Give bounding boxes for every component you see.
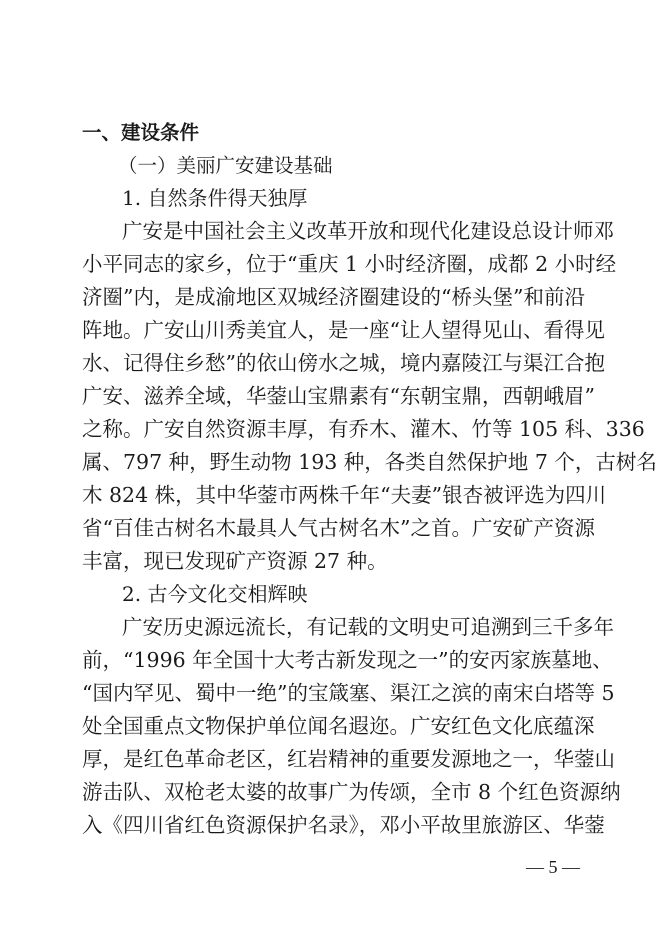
paragraph-line: 水、记得住乡愁”的依山傍水之城，境内嘉陵江与渠江合抱 [82,351,605,375]
paragraph-line: 厚，是红色革命老区，红岩精神的重要发源地之一，华蓥山 [82,747,615,771]
paragraph-line: 属、797 种，野生动物 193 种，各类自然保护地 7 个，古树名 [82,450,657,474]
paragraph-line: 阵地。广安山川秀美宜人，是一座“让人望得见山、看得见 [82,318,605,342]
paragraph-line: 之称。广安自然资源丰厚，有乔木、灌木、竹等 105 科、336 [82,417,645,441]
paragraph-line: 丰富，现已发现矿产资源 27 种。 [82,549,388,573]
item-1-title: 1. 自然条件得天独厚 [122,186,308,210]
paragraph-line: 前，“1996 年全国十大考古新发现之一”的安丙家族墓地、 [82,648,613,672]
section-heading: 一、建设条件 [82,121,200,144]
subsection-heading: （一）美丽广安建设基础 [118,154,333,177]
paragraph-line: 广安是中国社会主义改革开放和现代化建设总设计师邓 [122,219,614,243]
paragraph-line: 广安历史源远流长，有记载的文明史可追溯到三千多年 [122,615,614,639]
page-number: — 5 — [526,857,580,877]
paragraph-line: 入《四川省红色资源保护名录》，邓小平故里旅游区、华蓥 [82,813,605,837]
paragraph-line: 木 824 株，其中华蓥市两株千年“夫妻”银杏被评选为四川 [82,483,607,507]
paragraph-line: 省“百佳古树名木最具人气古树名木”之首。广安矿产资源 [82,516,595,540]
item-2-title: 2. 古今文化交相辉映 [122,582,308,606]
paragraph-line: 小平同志的家乡，位于“重庆 1 小时经济圈，成都 2 小时经 [82,252,617,276]
paragraph-line: 济圈”内，是成渝地区双城经济圈建设的“桥头堡”和前沿 [82,285,585,309]
paragraph-line: 处全国重点文物保护单位闻名遐迩。广安红色文化底蕴深 [82,714,595,738]
paragraph-line: 广安、滋养全域，华蓥山宝鼎素有“东朝宝鼎，西朝峨眉” [82,384,595,408]
paragraph-line: 游击队、双枪老太婆的故事广为传颂，全市 8 个红色资源纳 [82,780,621,804]
paragraph-line: “国内罕见、蜀中一绝”的宝箴塞、渠江之滨的南宋白塔等 5 [82,681,615,705]
